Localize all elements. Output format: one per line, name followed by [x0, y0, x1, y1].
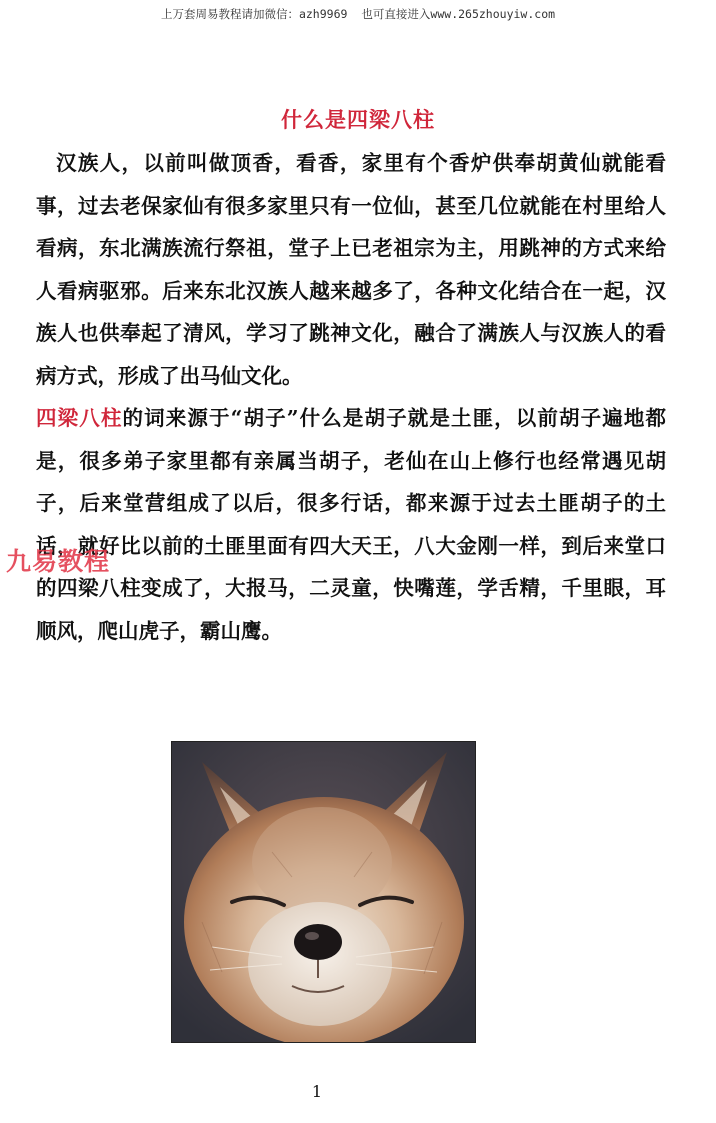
page-number: 1 [311, 1082, 323, 1101]
paragraph-1: 汉族人，以前叫做顶香，看香，家里有个香炉供奉胡黄仙就能看事，过去老保家仙有很多家里只有一位仙，甚至几位就能在村里给人看病，东北满族流行祭祖，堂子上已老祖宗为主，用跳神的方式来给人看病驱邪。后来东北汉族人越来越多了，各种文化结合在一起，汉族人也供奉起了清风，学习了跳神文化，融合了满族人与汉族人的看病方式，形成了出马仙文化。 [36, 151, 666, 388]
top-banner [0, 6, 716, 22]
paragraph-2 [36, 397, 666, 652]
banner-wechat-text: 上万套周易教程请加微信：azh9969 [160, 7, 348, 21]
article-body [36, 142, 666, 652]
fox-photo [171, 741, 476, 1043]
paragraph-2-text: 的词来源于“胡子”什么是胡子就是土匪，以前胡子遍地都是，很多弟子家里都有亲属当胡子，老仙在山上修行也经常遇见胡子，后来堂营组成了以后，很多行话，都来源于过去土匪胡子的土话，就好比以前的土匪里面有四大天王，八大金刚一样，到后来堂口的四梁八柱变成了，大报马，二灵童，快嘴莲，学舌精，千里眼，耳顺风，爬山虎子，霸山鹰。 [36, 406, 667, 643]
banner-website-text: 也可直接进入www.265zhouyiw.com [361, 7, 556, 21]
highlight-term: 四梁八柱 [36, 406, 123, 430]
page-title: 什么是四梁八柱 [281, 107, 435, 132]
watermark-logo: 九易教程 [6, 547, 111, 576]
